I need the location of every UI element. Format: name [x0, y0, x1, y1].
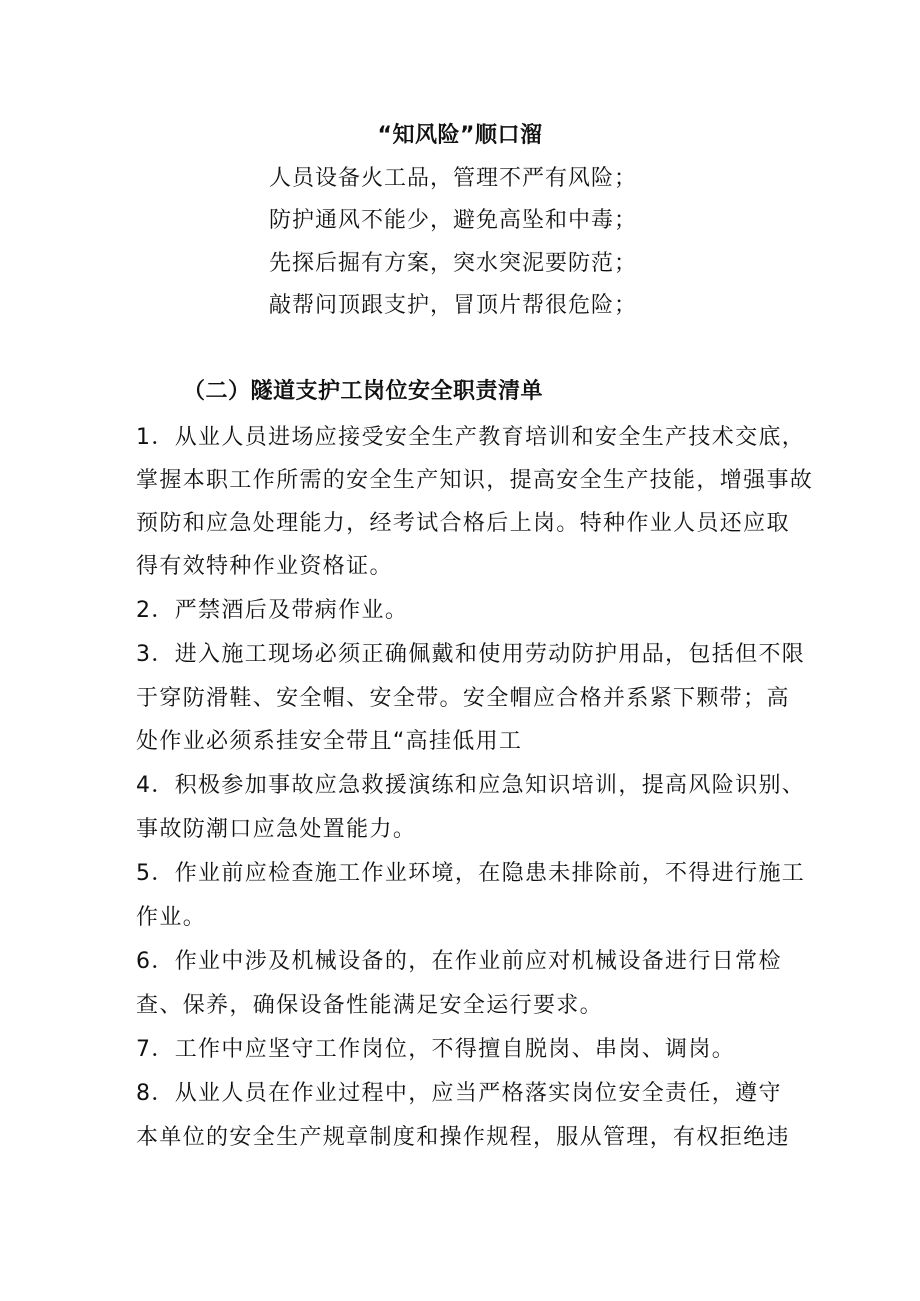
- section-heading: （二）隧道支护工岗位安全职责清单: [183, 379, 544, 404]
- poem-line: 先探后掘有方案，突水突泥要防范；: [268, 251, 637, 276]
- poem-line: 敲帮问顶跟支护，冒顶片帮很危险；: [268, 293, 637, 318]
- paragraph-line: 掌握本职工作所需的安全生产知识，提高安全生产技能，增强事故: [136, 468, 814, 493]
- paragraph-line: 本单位的安全生产规章制度和操作规程，服从管理，有权拒绝违: [136, 1125, 790, 1150]
- paragraph-line: 5．作业前应检查施工作业环境，在隐患未排除前，不得进行施工: [136, 861, 806, 886]
- paragraph-line: 8．从业人员在作业过程中，应当严格落实岗位安全责任，遵守: [136, 1081, 782, 1106]
- paragraph-line: 3．进入施工现场必须正确佩戴和使用劳动防护用品，包括但不限: [136, 642, 806, 667]
- paragraph-line: 7．工作中应坚守工作岗位，不得擅自脱岗、串岗、调岗。: [136, 1037, 736, 1062]
- paragraph-line: 预防和应急处理能力，经考试合格后上岗。特种作业人员还应取: [136, 511, 790, 536]
- paragraph-line: 查、保养，确保设备性能满足安全运行要求。: [136, 993, 604, 1018]
- paragraph-line: 4．积极参加事故应急救援演练和应急知识培训，提高风险识别、: [136, 773, 806, 798]
- poem-title: “知风险”顺口溜: [377, 123, 543, 148]
- poem-line: 防护通风不能少，避免高坠和中毒；: [268, 208, 637, 233]
- paragraph-line: 处作业必须系挂安全带且“高挂低用工: [136, 729, 523, 754]
- paragraph-line: 2．严禁酒后及带病作业。: [136, 598, 409, 623]
- paragraph-line: 1．从业人员进场应接受安全生产教育培训和安全生产技术交底，: [136, 425, 806, 450]
- paragraph-line: 事故防潮口应急处置能力。: [136, 817, 417, 842]
- paragraph-line: 得有效特种作业资格证。: [136, 554, 393, 579]
- paragraph-line: 作业。: [136, 905, 207, 930]
- paragraph-line: 于穿防滑鞋、安全帽、安全带。安全帽应合格并系紧下颗带；高: [136, 686, 790, 711]
- poem-line: 人员设备火工品，管理不严有风险；: [268, 166, 637, 191]
- paragraph-line: 6．作业中涉及机械设备的，在作业前应对机械设备进行日常检: [136, 949, 782, 974]
